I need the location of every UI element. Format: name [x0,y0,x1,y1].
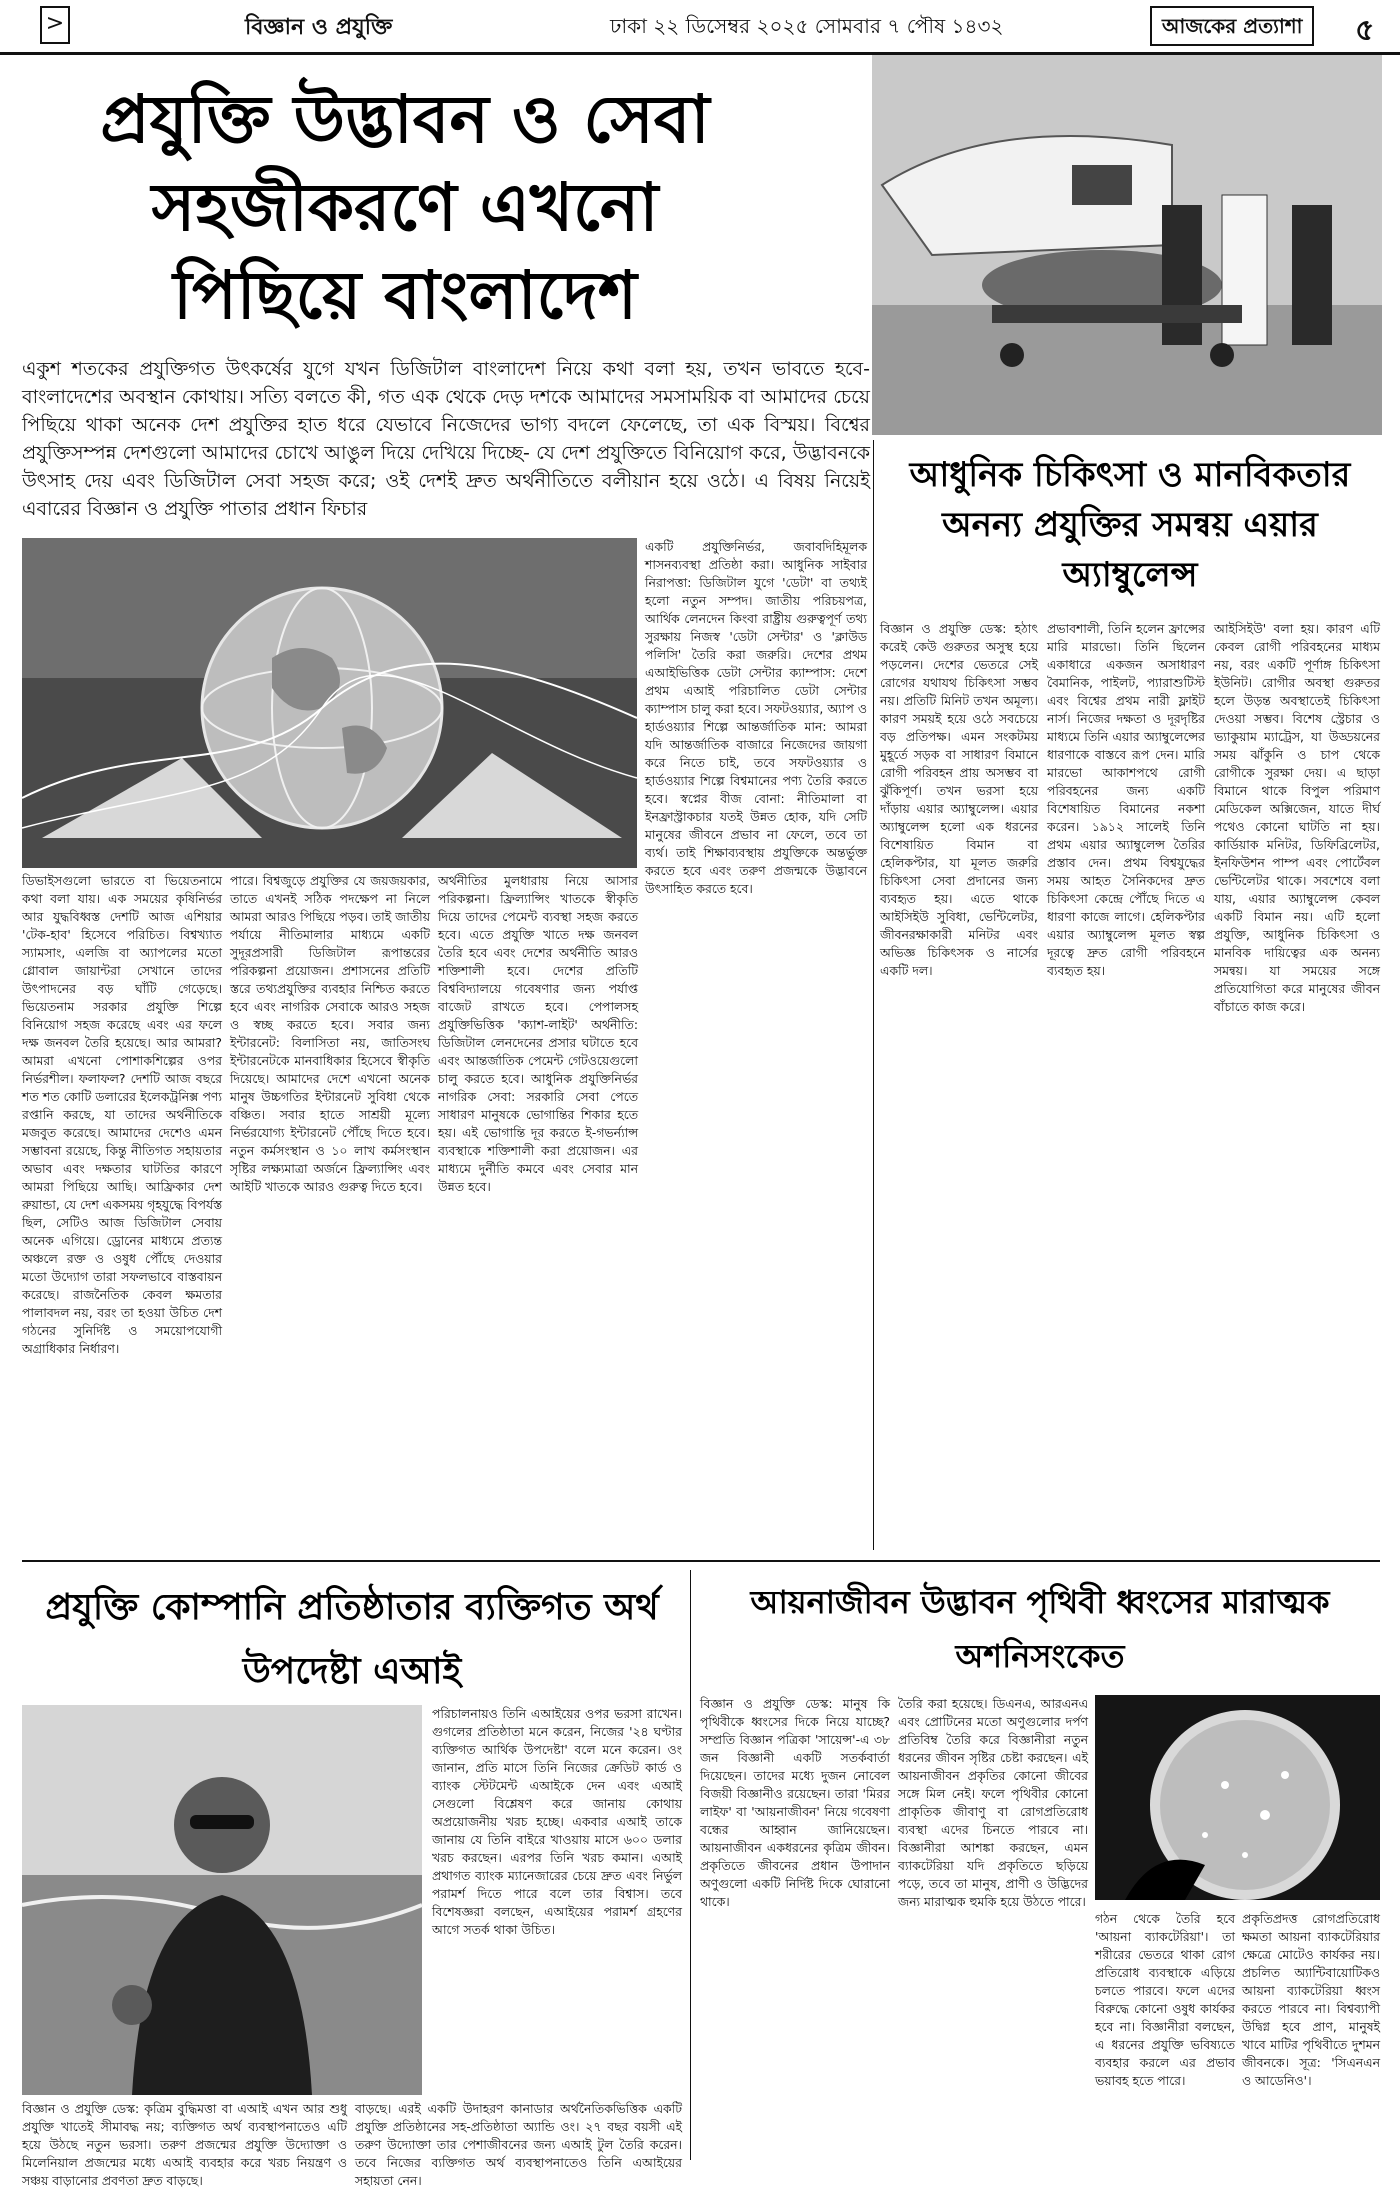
entrepreneur-photo [22,1705,422,2095]
mirror-life-headline: আয়নাজীবন উদ্ভাবন পৃথিবী ধ্বংসের মারাত্মক অশনিসংকেত [750,1583,1330,1675]
ai-advisor-caption-1: বিজ্ঞান ও প্রযুক্তি ডেস্ক: কৃত্রিম বুদ্ধিমত্তা বা এআই এখন আর শুধু প্রযুক্তি খাতেই সীমাবদ্ধ নয়; ব্যক্তিগত অর্থ ব্যবস্থাপনাতেও এটি হয়ে উঠছে নতুন ভরসা। তরুণ প্রজন্মের প্রযুক্তি উদ্যোক্তা ও মিলেনিয়াল প্রজন্মের মধ্যে এআই ব্যবহার করে খরচ নিয়ন্ত্রণ ও সঞ্চয় বাড়ানোর প্রবণতা দ্রুত বাড়ছে। [22,2101,347,2188]
ambulance-scene-illustration [872,55,1382,435]
page-number: ৫ [1355,13,1375,48]
mirror-life-col-2: তৈরি করা হয়েছে। ডিএনএ, আরএনএ এবং প্রোটিনের মতো অণুগুলোর দর্পণ প্রতিবিম্ব তৈরি করে বিজ্ঞানীরা নতুন ধরনের জীবন সৃষ্টির চেষ্টা করছেন। এই আয়নাজীবন প্রকৃতির কোনো জীবের সঙ্গে মিল নেই। ফলে পৃথিবীর কোনো প্রাকৃতিক জীবাণু বা রোগপ্রতিরোধ ব্যবস্থা এদের চিনতে পারবে না। বিজ্ঞানীরা আশঙ্কা করছেন, এমন ব্যাকটেরিয়া যদি প্রকৃতিতে ছড়িয়ে পড়ে, তবে তা মানুষ, প্রাণী ও উদ্ভিদের জন্য মারাত্মক হুমকি হয়ে উঠতে পারে। [898,1696,1088,1909]
ai-advisor-caption-2: বাড়ছে। এরই একটি উদাহরণ কানাডার অর্থনৈতিকভিত্তিক একটি প্রযুক্তি প্রতিষ্ঠানের সহ-প্রতিষ্ঠাতা অ্যান্ডি ওং। ২৭ বছর বয়সী এই তরুণ উদ্যোক্তা তার পেশাজীবনের জন্য এআই টুল তৈরি করেন। তবে নিজের ব্যক্তিগত অর্থ ব্যবস্থাপনাতেও তিনি এআইয়ের সহায়তা নেন। [355,2101,682,2188]
page-header [0,0,1400,55]
section-title: বিজ্ঞান ও প্রযুক্তি [245,15,393,40]
globe-laptop-illustration [22,538,637,868]
newspaper-logo: আজকের প্রত্যাশা [1150,6,1314,46]
person-beach-illustration [22,1705,422,2095]
ambulance-col-2: প্রভাবশালী, তিনি হলেন ফ্রান্সের মারি মারভো। তিনি ছিলেন একাধারে একজন অসাধারণ বৈমানিক, পাইলট, প্যারাশুটিস্ট এবং বিশ্বের প্রথম নারী ফ্লাইট নার্স। নিজের দক্ষতা ও দূরদৃষ্টির মাধ্যমে তিনি এয়ার অ্যাম্বুলেন্সের ধারণাকে বাস্তবে রূপ দেন। মারি মারভো আকাশপথে রোগী পরিবহনের জন্য একটি বিশেষায়িত বিমানের নকশা করেন। ১৯১২ সালেই তিনি প্রথম এয়ার অ্যাম্বুলেন্স তৈরির প্রস্তাব দেন। প্রথম বিশ্বযুদ্ধের সময় আহত সৈনিকদের দ্রুত চিকিৎসা কেন্দ্রে পৌঁছে দিতে এ ধারণা কাজে লাগে। হেলিকপ্টার এয়ার অ্যাম্বুলেন্স মূলত স্বল্প দূরত্বে দ্রুত রোগী পরিবহনে ব্যবহৃত হয়। [1047,621,1205,978]
ambulance-col-1: বিজ্ঞান ও প্রযুক্তি ডেস্ক: হঠাৎ করেই কেউ গুরুতর অসুস্থ হয়ে পড়লেন। দেশের ভেতরে সেই রোগের যথাযথ চিকিৎসা সম্ভব নয়। প্রতিটি মিনিট তখন অমূল্য। কারণ সময়ই হয়ে ওঠে সবচেয়ে বড় প্রতিপক্ষ। এমন সংকটময় মুহূর্তে সড়ক বা সাধারণ বিমানে রোগী পরিবহন প্রায় অসম্ভব বা ঝুঁকিপূর্ণ। তখন ভরসা হয়ে দাঁড়ায় এয়ার অ্যাম্বুলেন্স। এয়ার অ্যাম্বুলেন্স হলো এক ধরনের বিশেষায়িত বিমান বা হেলিকপ্টার, যা মূলত জরুরি চিকিৎসা সেবা প্রদানের জন্য ব্যবহৃত হয়। এতে থাকে আইসিইউ সুবিধা, ভেন্টিলেটর, জীবনরক্ষাকারী মনিটর এবং অভিজ্ঞ চিকিৎসক ও নার্সের একটি দল। [880,621,1038,978]
mirror-life-caption-right: প্রকৃতিপ্রদত্ত রোগপ্রতিরোধ ক্ষমতা আয়না ব্যাকটেরিয়ার ক্ষেত্রে মোটেও কার্যকর নয়। প্রচলিত অ্যান্টিবায়োটিকও আয়না ব্যাকটেরিয়া ধ্বংস করতে পারবে না। বিশ্বব্যাপী উদ্বিগ্ন হবে প্রাণ, মানুষই খাবে মাটির পৃথিবীতে দুশমন জীবনকে। সূত্র: 'সিএনএন ও আডেনিও'। [1242,1911,1380,2088]
petri-dish-illustration [1095,1695,1380,1900]
main-article-col-1: ডিভাইসগুলো ভারতে বা ভিয়েতনামে কথা বলা যায়। এক সময়ের কৃষিনির্ভর আর যুদ্ধবিধ্বস্ত দেশটি আজ এশিয়ার 'টেক-হাব' হিসেবে পরিচিত। বিশ্বখ্যাত স্যামসাং, এলজি বা অ্যাপলের মতো গ্লোবাল জায়ান্টরা সেখানে তাদের উৎপাদনের বড় ঘাঁটি গেড়েছে। ভিয়েতনাম সরকার প্রযুক্তি শিল্পে বিনিয়োগ সহজ করেছে এবং এর ফলে দক্ষ জনবল তৈরি হয়েছে। আর আমরা? আমরা এখনো পোশাকশিল্পের ওপর নির্ভরশীল। ফলাফল? দেশটি আজ বছরে শত শত কোটি ডলারের ইলেকট্রনিক্স পণ্য রপ্তানি করছে, যা তাদের অর্থনীতিকে মজবুত করেছে। আমাদের দেশেও এমন সম্ভাবনা রয়েছে, কিন্তু নীতিগত সহায়তার অভাব এবং দক্ষতার ঘাটতির কারণে আমরা পিছিয়ে আছি। আফ্রিকার দেশ রুয়ান্ডা, যে দেশ একসময় গৃহযুদ্ধে বিপর্যস্ত ছিল, সেটিও আজ ডিজিটাল সেবায় অনেক এগিয়ে। ড্রোনের মাধ্যমে প্রত্যন্ত অঞ্চলে রক্ত ও ওষুধ পৌঁছে দেওয়ার মতো উদ্যোগ তারা সফলভাবে বাস্তবায়ন করেছে। রাজনৈতিক কেবল ক্ষমতার পালাবদল নয়, বরং তা হওয়া উচিত দেশ গঠনের সুনির্দিষ্ট ও সময়োপযোগী অগ্রাধিকার নির্ধারণ। [22,873,222,1356]
section-divider [22,1560,1380,1562]
main-intro: একুশ শতকের প্রযুক্তিগত উৎকর্ষের যুগে যখন ডিজিটাল বাংলাদেশ নিয়ে কথা বলা হয়, তখন ভাবতে হবে- বাংলাদেশের অবস্থান কোথায়। সত্যি বলতে কী, গত এক থেকে দেড় দশকে আমাদের সমসাময়িক বা আমাদের চেয়ে পিছিয়ে থাকা অনেক দেশ প্রযুক্তির হাত ধরে যেভাবে নিজেদের ভাগ্য বদলে ফেলেছে, তা এক বিস্ময়। বিশ্বের প্রযুক্তিসম্পন্ন দেশগুলো আমাদের চোখে আঙুল দিয়ে দেখিয়ে দিচ্ছে- যে দেশ প্রযুক্তিতে বিনিয়োগ করে, উদ্ভাবনকে উৎসাহ দেয় এবং ডিজিটাল সেবা সহজ করে; ওই দেশই দ্রুত অর্থনীতিতে বলীয়ান হয়ে ওঠে। এ বিষয় নিয়েই এবারের বিজ্ঞান ও প্রযুক্তি পাতার প্রধান ফিচার [22,358,870,520]
column-divider-bottom [690,1570,691,2160]
issue-date: ঢাকা ২২ ডিসেম্বর ২০২৫ সোমবার ৭ পৌষ ১৪৩২ [610,14,1004,38]
ambulance-col-3: আইসিইউ' বলা হয়। কারণ এটি কেবল রোগী পরিবহনের মাধ্যম নয়, বরং একটি পূর্ণাঙ্গ চিকিৎসা ইউনিট। রোগীর অবস্থা গুরুতর হলে উড়ন্ত অবস্থাতেই চিকিৎসা দেওয়া সম্ভব। বিশেষ স্ট্রেচার ও ভ্যাকুয়াম ম্যাট্রেস, যা উড্ডয়নের সময় ঝাঁকুনি ও চাপ থেকে রোগীকে সুরক্ষা দেয়। এ ছাড়া বিমানে থাকে বিপুল পরিমাণ মেডিকেল অক্সিজেন, যাতে দীর্ঘ পথেও কোনো ঘাটতি না হয়। কার্ডিয়াক মনিটর, ডিফিব্রিলেটর, ইনফিউশন পাম্প এবং পোর্টেবল ভেন্টিলেটর থাকে। সবশেষে বলা যায়, এয়ার অ্যাম্বুলেন্স কেবল একটি বিমান নয়। এটি হলো প্রযুক্তি, আধুনিক চিকিৎসা ও মানবিক দায়িত্বের এক অনন্য সমন্বয়। যা সময়ের সঙ্গে প্রতিযোগিতা করে মানুষের জীবন বাঁচাতে কাজ করে। [1214,621,1380,1014]
nav-arrow-icon[interactable]: > [40,6,70,44]
mirror-life-caption-left: গঠন থেকে তৈরি হবে 'আয়না ব্যাকটেরিয়া'। তা শরীরের ভেতরে থাকা রোগ প্রতিরোধ ব্যবস্থাকে এড়িয়ে চলতে পারবে। ফলে এদের বিরুদ্ধে কোনো ওষুধ কার্যকর হবে না। বিজ্ঞানীরা বলছেন, এ ধরনের প্রযুক্তি ভবিষ্যতে ব্যবহার করলে এর প্রভাব ভয়াবহ হতে পারে। [1095,1911,1235,2088]
petri-dish-photo [1095,1695,1380,1900]
main-headline: প্রযুক্তি উদ্ভাবন ও সেবা সহজীকরণে এখনো পিছিয়ে বাংলাদেশ [100,80,710,334]
mirror-life-col-1: বিজ্ঞান ও প্রযুক্তি ডেস্ক: মানুষ কি পৃথিবীকে ধ্বংসের দিকে নিয়ে যাচ্ছে? সম্প্রতি বিজ্ঞান পত্রিকা 'সায়েন্স'-এ ৩৮ জন বিজ্ঞানী একটি সতর্কবার্তা দিয়েছেন। তাদের মধ্যে দুজন নোবেল বিজয়ী বিজ্ঞানীও রয়েছেন। তারা 'মিরর লাইফ' বা 'আয়নাজীবন' নিয়ে গবেষণা বন্ধের আহ্বান জানিয়েছেন। আয়নাজীবন একধরনের কৃত্রিম জীবন। প্রকৃতিতে জীবনের প্রধান উপাদান অণুগুলো একটি নির্দিষ্ট দিকে ঘোরানো থাকে। [700,1696,890,1909]
ai-advisor-headline: প্রযুক্তি কোম্পানি প্রতিষ্ঠাতার ব্যক্তিগত অর্থ উপদেষ্টা এআই [45,1586,659,1692]
air-ambulance-photo [872,55,1382,435]
ambulance-headline: আধুনিক চিকিৎসা ও মানবিকতার অনন্য প্রযুক্তির সমন্বয় এয়ার অ্যাম্বুলেন্স [909,455,1351,595]
main-article-col-4: একটি প্রযুক্তিনির্ভর, জবাবদিহিমূলক শাসনব্যবস্থা প্রতিষ্ঠা করা। আধুনিক সাইবার নিরাপত্তা: ডিজিটাল যুগে 'ডেটা' বা তথ্যই হলো নতুন সম্পদ। জাতীয় পরিচয়পত্র, আর্থিক লেনদেন কিংবা রাষ্ট্রীয় গুরুত্বপূর্ণ তথ্য সুরক্ষায় নিজস্ব 'ডেটা সেন্টার' ও 'ক্লাউড পলিসি' তৈরি করা জরুরি। দেশের প্রথম এআইভিত্তিক ডেটা সেন্টার ক্যাম্পাস: দেশে প্রথম এআই পরিচালিত ডেটা সেন্টার ক্যাম্পাস চালু করা হবে। সফটওয়্যার, অ্যাপ ও হার্ডওয়্যার শিল্পে আন্তর্জাতিক মান: আমরা যদি আন্তর্জাতিক বাজারে নিজেদের জায়গা করে নিতে চাই, তবে সফটওয়্যার ও হার্ডওয়্যার শিল্পে বিশ্বমানের পণ্য তৈরি করতে হবে। স্বপ্নের বীজ বোনা: নীতিমালা বা ইনফ্রাস্ট্রাকচার যতই উন্নত হোক, যদি সেটি মানুষের জীবনে প্রভাব না ফেলে, তবে তা ব্যর্থ। তাই শিক্ষাব্যবস্থায় প্রযুক্তিকে অন্তর্ভুক্ত করতে হবে এবং তরুণ প্রজন্মকে উদ্ভাবনে উৎসাহিত করতে হবে। [645,539,867,896]
tech-globe-photo [22,538,637,868]
ai-advisor-body: পরিচালনায়ও তিনি এআইয়ের ওপর ভরসা রাখেন। গুগলের প্রতিষ্ঠাতা মনে করেন, নিজের '২৪ ঘণ্টার ব্যক্তিগত আর্থিক উপদেষ্টা' বলে মনে করেন। ওং জানান, প্রতি মাসে তিনি নিজের ক্রেডিট কার্ড ও ব্যাংক স্টেটমেন্ট এআইকে দেন এবং এআই সেগুলো বিশ্লেষণ করে জানায় কোথায় অপ্রয়োজনীয় খরচ হচ্ছে। একবার এআই তাকে জানায় যে তিনি বাইরে খাওয়ায় মাসে ৬০০ ডলার খরচ করছেন। এরপর তিনি খরচ কমান। এআই প্রথাগত ব্যাংক ম্যানেজারের চেয়ে দ্রুত এবং নির্ভুল পরামর্শ দিতে পারে বলে তার বিশ্বাস। তবে বিশেষজ্ঞরা বলছেন, এআইয়ের পরামর্শ গ্রহণের আগে সতর্ক থাকা উচিত। [432,1706,682,1937]
column-divider [873,440,874,1550]
main-article-col-3: অর্থনীতির মুলধারায় নিয়ে আসার পরিকল্পনা। ফ্রিল্যান্সিং খাতকে স্বীকৃতি দিয়ে তাদের পেমেন্ট ব্যবস্থা সহজ করতে হবে। এতে প্রযুক্তি খাতে দক্ষ জনবল তৈরি হবে এবং দেশের অর্থনীতি আরও শক্তিশালী হবে। দেশের প্রতিটি বিশ্ববিদ্যালয়ে গবেষণার জন্য পর্যাপ্ত বাজেট রাখতে হবে। পেপালসহ প্রযুক্তিভিত্তিক 'ক্যাশ-লাইট' অর্থনীতি: ডিজিটাল লেনদেনের প্রসার ঘটাতে হবে এবং আন্তর্জাতিক পেমেন্ট গেটওয়েগুলো চালু করতে হবে। আধুনিক প্রযুক্তিনির্ভর নাগরিক সেবা: সরকারি সেবা পেতে সাধারণ মানুষকে ভোগান্তির শিকার হতে হয়। এই ভোগান্তি দূর করতে ই-গভর্ন্যান্স ব্যবস্থাকে শক্তিশালী করা প্রয়োজন। এর মাধ্যমে দুর্নীতি কমবে এবং সেবার মান উন্নত হবে। [438,873,638,1194]
main-article-col-2: পারে। বিশ্বজুড়ে প্রযুক্তির যে জয়জয়কার, তাতে এখনই সঠিক পদক্ষেপ না নিলে আমরা আরও পিছিয়ে পড়ব। তাই জাতীয় পর্যায়ে নীতিমালার মাধ্যমে একটি সুদূরপ্রসারী ডিজিটাল রূপান্তরের পরিকল্পনা প্রয়োজন। প্রশাসনের প্রতিটি স্তরে তথ্যপ্রযুক্তির ব্যবহার নিশ্চিত করতে হবে এবং নাগরিক সেবাকে আরও সহজ ও স্বচ্ছ করতে হবে। সবার জন্য ইন্টারনেট: বিলাসিতা নয়, জাতিসংঘ ইন্টারনেটকে মানবাধিকার হিসেবে স্বীকৃতি দিয়েছে। আমাদের দেশে এখনো অনেক মানুষ উচ্চগতির ইন্টারনেট সুবিধা থেকে বঞ্চিত। সবার হাতে সাশ্রয়ী মূল্যে নির্ভরযোগ্য ইন্টারনেট পৌঁছে দিতে হবে। নতুন কর্মসংস্থান ও ১০ লাখ কর্মসংস্থান সৃষ্টির লক্ষ্যমাত্রা অর্জনে ফ্রিল্যান্সিং এবং আইটি খাতকে আরও গুরুত্ব দিতে হবে। [230,873,430,1194]
